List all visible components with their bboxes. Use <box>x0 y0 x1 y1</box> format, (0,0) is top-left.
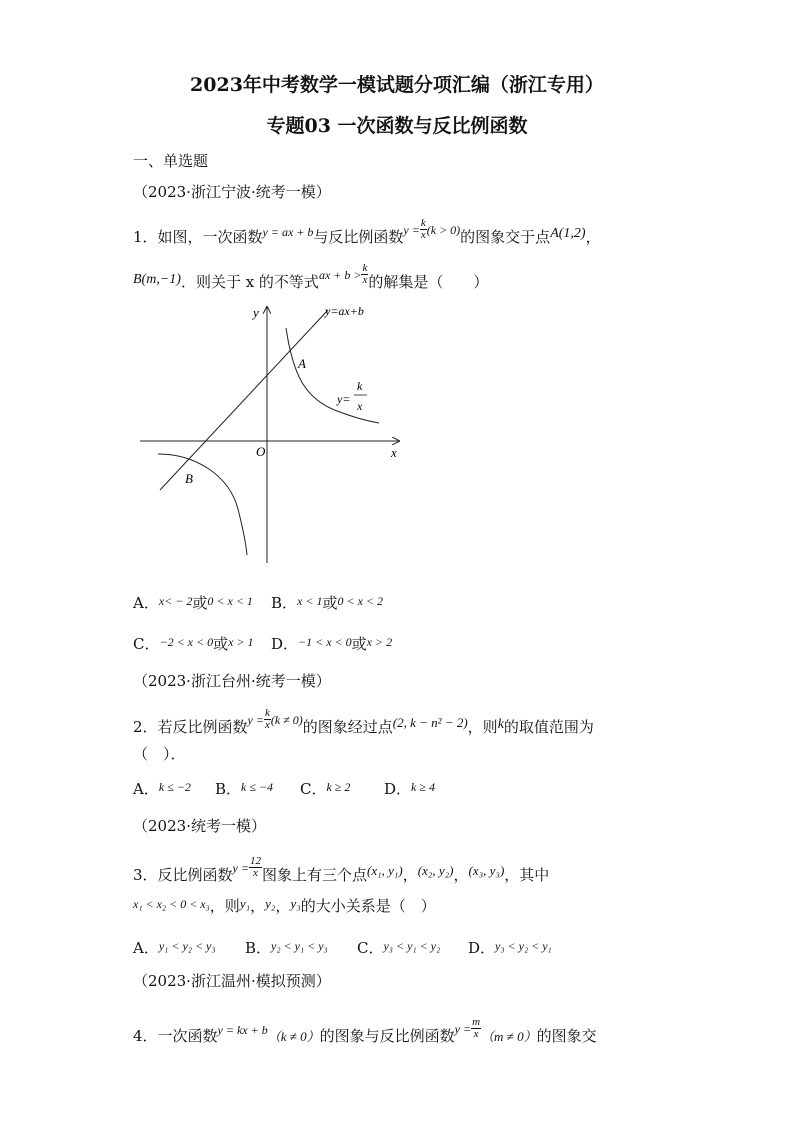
q1-option-b[interactable]: B．$^{x < 1}$或$^{0 < x < 2}$ <box>271 594 384 612</box>
linear-function-line <box>160 310 328 490</box>
q1-point-b: B(m,−1) <box>133 272 181 287</box>
q3-stem-line2: $^{x_1 < x_2 < 0 < x_3}$，则y₁，y₂，y₃的大小关系是（ ） <box>133 896 436 915</box>
line-equation-label: y=ax+b <box>325 304 364 318</box>
q1-stem-line2 <box>133 263 488 292</box>
x-axis-label: x <box>391 445 397 460</box>
q1-option-c[interactable]: C．$^{-2 < x < 0}$或$^{x > 1}$ <box>133 635 254 653</box>
q1-inequality-fraction: $\frac{k}{x}$ <box>362 262 368 286</box>
q2-condition: (k ≠ 0) <box>270 713 303 727</box>
q1-inverse-y: y = <box>403 223 420 237</box>
q4-source: （2023·浙江温州·模拟预测） <box>133 972 331 990</box>
q3-option-a[interactable]: A．$^{y_1 < y_2 < y_3}$ <box>133 939 216 957</box>
page-title: 2023年中考数学一模试题分项汇编（浙江专用） <box>190 74 604 96</box>
q1-source: （2023·浙江宁波·统考一模） <box>133 183 331 201</box>
section-heading: 一、单选题 <box>133 152 209 170</box>
q1-inverse-fraction: $\frac{k}{x}$ <box>420 217 426 241</box>
q1-linear-equation: y = ax + b <box>262 225 314 239</box>
q3-stem: 3．反比例函数$^{y =}$ $\frac{12}{x}$ 图象上有三个点(x₁, y₁)，(x₂, y₂)，(x₃, y₃)，其中 <box>133 855 550 884</box>
q1-stem-text: 的图象交于点 <box>460 228 551 246</box>
q1-stem-text: 与反比例函数 <box>313 228 404 246</box>
curve-equation-y: y= <box>337 392 351 406</box>
q2-point: (2, k − n² − 2) <box>392 715 468 730</box>
q2-option-a[interactable]: A．$^{k \le -2}$ <box>133 780 191 798</box>
q2-eq-y: y = <box>247 713 264 727</box>
q1-function-graph <box>135 295 410 570</box>
q1-option-d[interactable]: D．$^{-1 < x < 0}$或$^{x > 2}$ <box>271 635 393 653</box>
q1-option-a[interactable]: A．$^{x< - 2}$或$^{0 < x < 1}$ <box>133 594 253 612</box>
q3-point-3: (x₃, y₃) <box>468 863 505 878</box>
q3-point-1: (x₁, y₁) <box>367 863 403 878</box>
q2-stem-end: （ ）． <box>133 745 186 763</box>
y-axis-label: y <box>253 305 259 320</box>
q3-option-c[interactable]: C．$^{y_3 < y_1 < y_2}$ <box>357 939 441 957</box>
q2-var-k: k <box>497 717 504 732</box>
page-subtitle: 专题03 一次函数与反比例函数 <box>266 115 528 137</box>
q1-inequality: ax + b > <box>318 268 362 282</box>
hyperbola-branch-left <box>158 454 247 555</box>
point-a-label: A <box>298 356 306 371</box>
hyperbola-branch-right <box>286 328 379 423</box>
q3-eq-y: y = <box>232 861 249 875</box>
q3-point-2: (x₂, y₂) <box>417 863 454 878</box>
q1-inverse-condition: (k > 0) <box>426 223 461 237</box>
q3-option-b[interactable]: B．$^{y_2 < y_1 < y_3}$ <box>245 939 328 957</box>
q1-stem-text: ．则关于 x 的不等式 <box>180 273 319 291</box>
q1-stem-line1 <box>133 218 601 247</box>
point-b-label: B <box>185 471 193 486</box>
origin-label: O <box>256 444 266 459</box>
q2-fraction: $\frac{k}{x}$ <box>264 707 270 731</box>
q1-comma: ， <box>585 228 601 246</box>
q3-condition: x₁ < x₂ < 0 < x₃ <box>133 897 210 911</box>
q3-fraction: $\frac{12}{x}$ <box>249 855 261 879</box>
q3-y1: y₁ <box>239 896 251 911</box>
q1-stem-text: 1．如图，一次函数 <box>133 228 263 246</box>
q4-condition-2: （m ≠ 0） <box>481 1029 537 1044</box>
q1-stem-text: 的解集是（ ） <box>368 273 489 291</box>
q2-option-c[interactable]: C．$^{k \ge 2}$ <box>300 780 351 798</box>
q2-option-b[interactable]: B．$^{k \le -4}$ <box>215 780 274 798</box>
curve-equation-x: x <box>357 399 363 413</box>
q3-option-d[interactable]: D．$^{y_3 < y_2 < y_1}$ <box>468 939 552 957</box>
q3-y2: y₂ <box>265 896 276 911</box>
q1-point-a: A(1,2) <box>550 226 586 241</box>
q2-source: （2023·浙江台州·统考一模） <box>133 672 331 690</box>
q2-option-d[interactable]: D．$^{k \ge 4}$ <box>384 780 435 798</box>
curve-equation-k: k <box>357 379 363 393</box>
q4-linear-eq: y = kx + b <box>217 1023 268 1037</box>
q4-fraction: $\frac{m}{x}$ <box>472 1016 481 1040</box>
q2-stem: 2．若反比例函数$^{y =}$ $\frac{k}{x}$ $^{(k \ne 0)}$的图象经过点(2, k − n² − 2)，则k的取值范围为 <box>133 707 594 736</box>
q4-eq-y: y = <box>454 1022 472 1036</box>
q3-source: （2023·统考一模） <box>133 817 266 835</box>
q4-stem: 4．一次函数$^{y = kx + b}$（k ≠ 0）的图象与反比例函数$^{y =}$ $\frac{m}{x}$ （m ≠ 0）的图象交 <box>133 1016 597 1045</box>
q4-condition-1: （k ≠ 0） <box>267 1029 320 1044</box>
q3-y3: y₃ <box>290 896 301 911</box>
